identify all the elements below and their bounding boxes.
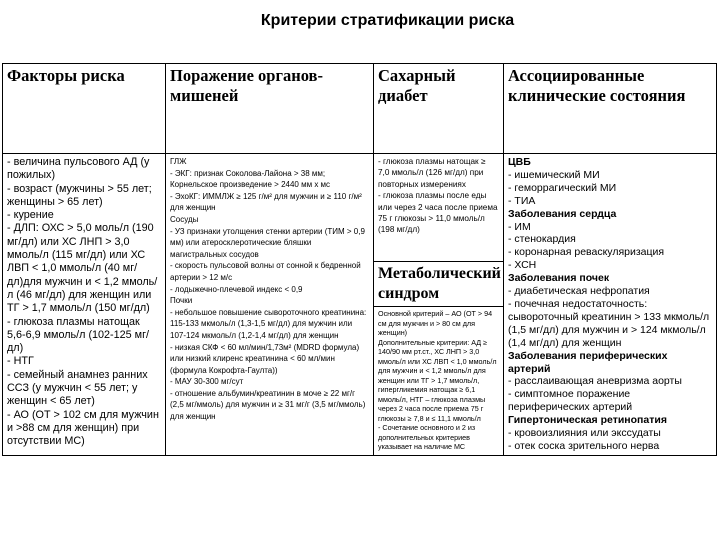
target-organ-damage-item: Сосуды xyxy=(170,214,199,224)
header-target-organ-damage: Поражение органов-мишеней xyxy=(166,64,374,154)
page-title: Критерии стратификации риска xyxy=(260,12,515,29)
risk-factors-cell xyxy=(3,154,166,456)
risk-factors-item: - АО (ОТ > 102 см для мужчин и >88 см для женщин) при отсутствии МС) xyxy=(7,408,159,448)
diabetes-item: - глюкоза плазмы после еды или через 2 часа после приема 75 г глюкозы > 11,0 ммоль/л (198 мг/дл) xyxy=(378,191,498,235)
target-organ-damage-item: - ЭКГ: признак Соколова-Лайона > 38 мм; Корнельское произведение > 2440 мм х мс xyxy=(170,168,331,190)
risk-factors-item: - возраст (мужчины > 55 лет; женщины > 65 лет) xyxy=(7,182,152,208)
target-organ-damage-item: - лодыжечно-плечевой индекс < 0,9 xyxy=(170,284,303,294)
associated-conditions-item: - отек соска зрительного нерва xyxy=(508,439,660,452)
target-organ-damage-cell xyxy=(166,154,374,456)
associated-conditions-item: - почечная недостаточность: сывороточный креатинин > 133 мкмоль/л (1,5 мг/дл) для мужчин и > 124 мкмоль/л (1,4 мг/дл) для женщин xyxy=(508,297,710,349)
associated-conditions-item: - симптомное поражение периферических артерий xyxy=(508,388,633,414)
associated-conditions-item: - ХСН xyxy=(508,259,537,272)
associated-conditions-item: - ишемический МИ xyxy=(508,168,600,181)
header-risk-factors: Факторы риска xyxy=(3,64,166,154)
metabolic-item: Основной критерий – АО (ОТ > 94 см для мужчин и > 80 см для женщин) xyxy=(378,309,493,337)
diabetes-item: - глюкоза плазмы натощак ≥ 7,0 ммоль/л (126 мг/дл) при повторных измерениях xyxy=(378,157,486,189)
target-organ-damage-item: - небольшое повышение сывороточного креатинина: 115-133 мкмоль/л (1,3-1,5 мг/дл) для мужчин или 107-124 мкмоль/л (1,2-1,4 мг/дл) для женщин xyxy=(170,307,367,340)
associated-conditions-item: - геморрагический МИ xyxy=(508,181,617,194)
associated-conditions-item: Гипертоническая ретинопатия xyxy=(508,414,667,427)
associated-conditions-item: - расслаивающая аневризма аорты xyxy=(508,375,682,388)
target-organ-damage-item: - МАУ 30-300 мг/сут xyxy=(170,377,244,387)
associated-conditions-item: - ИМ xyxy=(508,220,531,233)
associated-conditions-item: Заболевания почек xyxy=(508,272,610,285)
header-associated-conditions: Ассоциированные клинические состояния xyxy=(504,64,717,154)
target-organ-damage-item: - УЗ признаки утолщения стенки артерии (ТИМ > 0,9 мм) или атеросклеротические бляшки магистральных сосудов xyxy=(170,226,365,259)
associated-conditions-cell xyxy=(504,154,717,456)
diabetes-cell xyxy=(374,154,504,262)
associated-conditions-item: Заболевания сердца xyxy=(508,207,617,220)
risk-factors-item: - глюкоза плазмы натощак 5,6-6,9 ммоль/л (102-125 мг/дл) xyxy=(7,315,150,355)
content-row xyxy=(3,154,717,262)
header-row xyxy=(3,64,717,154)
risk-factors-item: - НТГ xyxy=(7,355,34,368)
target-organ-damage-item: Почки xyxy=(170,296,193,306)
target-organ-damage-item: - ЭхоКГ: ИММЛЖ ≥ 125 г/м² для мужчин и ≥ 110 г/м² для женщин xyxy=(170,191,362,213)
target-organ-damage-item: - низкая СКФ < 60 мл/мин/1,73м² (MDRD формула) или низкий клиренс креатинина < 60 мл/мин (формула Кокрофта-Гаулта)) xyxy=(170,342,360,375)
risk-stratification-table xyxy=(2,63,717,456)
target-organ-damage-item: - отношение альбумин/креатинин в моче ≥ 22 мг/г (2,5 мг/ммоль) для мужчин и ≥ 31 мг/г (3,5 мг/ммоль) для женщин xyxy=(170,388,366,422)
target-organ-damage-item: ГЛЖ xyxy=(170,157,187,166)
metabolic-item: Дополнительные критерии: АД ≥ 140/90 мм рт.ст., ХС ЛНП > 3,0 ммоль/л или ХС ЛВП < 1,0 ммоль/л для мужчин и < 1,2 ммоль/л для женщин или ТГ > 1,7 ммоль/л, гипергликемия натощак ≥ 6,1 ммоль/л, НТГ – глюкоза плазмы через 2 часа после приема 75 г глюкозы ≥ 7,8 и ≤ 11,1 ммоль/л xyxy=(378,337,497,423)
metabolic-syndrome-cell xyxy=(374,307,504,456)
associated-conditions-item: - стенокардия xyxy=(508,233,576,246)
risk-factors-item: - курение xyxy=(7,209,54,222)
associated-conditions-item: Заболевания периферических артерий xyxy=(508,349,668,375)
target-organ-damage-item: - скорость пульсовой волны от сонной к бедренной артерии > 12 м/с xyxy=(170,261,361,282)
risk-factors-item: - величина пульсового АД (у пожилых) xyxy=(7,156,150,182)
associated-conditions-item: ЦВБ xyxy=(508,156,531,168)
metabolic-syndrome-header: Метаболический синдром xyxy=(374,262,504,307)
associated-conditions-item: - диабетическая нефропатия xyxy=(508,285,650,298)
risk-factors-item: - ДЛП: ОХС > 5,0 моль/л (190 мг/дл) или ХС ЛНП > 3,0 ммоль/л (115 мг/дл) или ХС ЛВП < 1,0 ммоль/л (40 мг/дл)для мужчин и < 1,2 ммоль/л (46 мг/дл) для женщин или ТГ > 1,7 ммоль/л (150 мг/дл) xyxy=(7,222,158,315)
associated-conditions-item: - коронарная реваскуляризация xyxy=(508,246,665,259)
header-diabetes: Сахарный диабет xyxy=(374,64,504,154)
metabolic-item: - Сочетание основного и 2 из дополнительных критериев указывает на наличие МС xyxy=(378,423,476,451)
associated-conditions-item: - кровоизлияния или экссудаты xyxy=(508,427,661,440)
associated-conditions-item: - ТИА xyxy=(508,194,536,207)
risk-factors-item: - семейный анамнез ранних ССЗ (у мужчин < 55 лет; у женщин < 65 лет) xyxy=(7,368,148,408)
